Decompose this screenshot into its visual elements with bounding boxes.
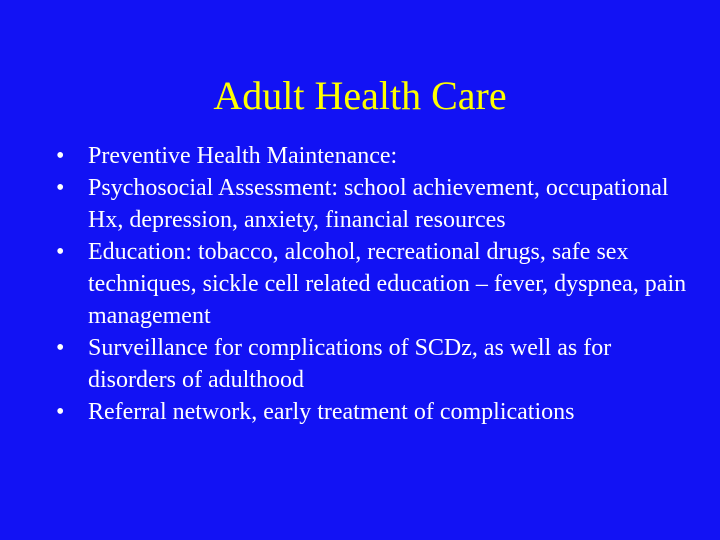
bullet-icon: • (56, 143, 65, 169)
bullet-text: Education: tobacco, alcohol, recreational drugs, safe sex techniques, sickle cell related education – fever, dyspnea, pain management (88, 239, 687, 329)
bullet-item (56, 172, 696, 236)
bullet-item (56, 332, 696, 396)
bullet-text: Surveillance for complications of SCDz, as well as for disorders of adulthood (88, 335, 612, 393)
bullet-item (56, 396, 696, 428)
slide-title: Adult Health Care (213, 73, 507, 118)
bullet-text: Preventive Health Maintenance: (88, 143, 398, 169)
bullet-item (56, 140, 696, 172)
bullet-item (56, 236, 696, 332)
bullet-icon: • (56, 175, 65, 201)
bullet-icon: • (56, 239, 65, 265)
bullet-text: Referral network, early treatment of complications (88, 399, 575, 425)
bullet-text: Psychosocial Assessment: school achievement, occupational Hx, depression, anxiety, financial resources (88, 175, 669, 233)
bullet-list (56, 140, 696, 428)
bullet-icon: • (56, 335, 65, 361)
bullet-icon: • (56, 399, 65, 425)
